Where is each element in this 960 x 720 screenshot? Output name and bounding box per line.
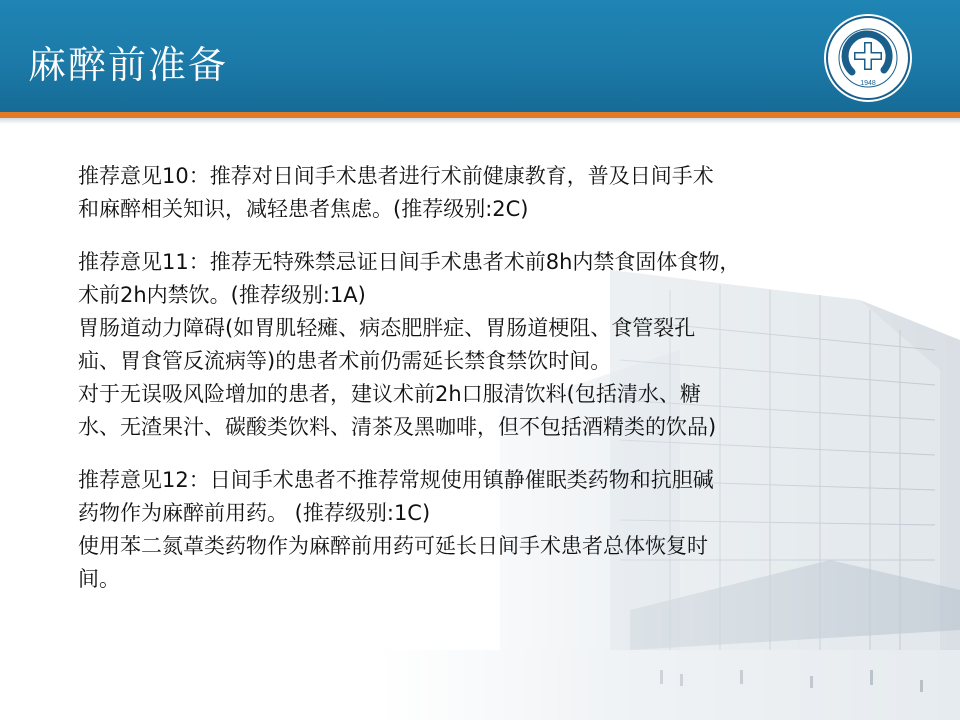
logo-year: 1948: [860, 80, 876, 87]
recommendation-11: [78, 246, 908, 444]
text-line: 推荐意见11：推荐无特殊禁忌证日间手术患者术前8h内禁食固体食物，: [78, 250, 741, 274]
hospital-logo-icon: [822, 12, 914, 104]
text-line: 术前2h内禁饮。(推荐级别:1A): [78, 283, 366, 307]
text-line: 对于无误吸风险增加的患者，建议术前2h口服清饮料(包括清水、糖: [78, 382, 701, 406]
text-line: 和麻醉相关知识，减轻患者焦虑。(推荐级别:2C): [78, 197, 529, 221]
recommendation-10: [78, 160, 908, 226]
text-line: 药物作为麻醉前用药。 (推荐级别:1C): [78, 501, 431, 525]
slide-title: 麻醉前准备: [28, 43, 229, 87]
text-line: 水、无渣果汁、碳酸类饮料、清茶及黑咖啡，但不包括酒精类的饮品): [78, 415, 717, 439]
text-line: 间。: [78, 567, 120, 591]
slide-body: [78, 160, 908, 596]
text-line: 推荐意见10：推荐对日间手术患者进行术前健康教育，普及日间手术: [78, 164, 714, 188]
recommendation-12: [78, 464, 908, 596]
header-shadow: [0, 118, 960, 124]
text-line: 胃肠道动力障碍(如胃肌轻瘫、病态肥胖症、胃肠道梗阻、食管裂孔: [78, 316, 696, 340]
text-line: 推荐意见12：日间手术患者不推荐常规使用镇静催眠类药物和抗胆碱: [78, 468, 714, 492]
text-line: 使用苯二氮䓬类药物作为麻醉前用药可延长日间手术患者总体恢复时: [78, 534, 708, 558]
text-line: 疝、胃食管反流病等)的患者术前仍需延长禁食禁饮时间。: [78, 349, 612, 373]
